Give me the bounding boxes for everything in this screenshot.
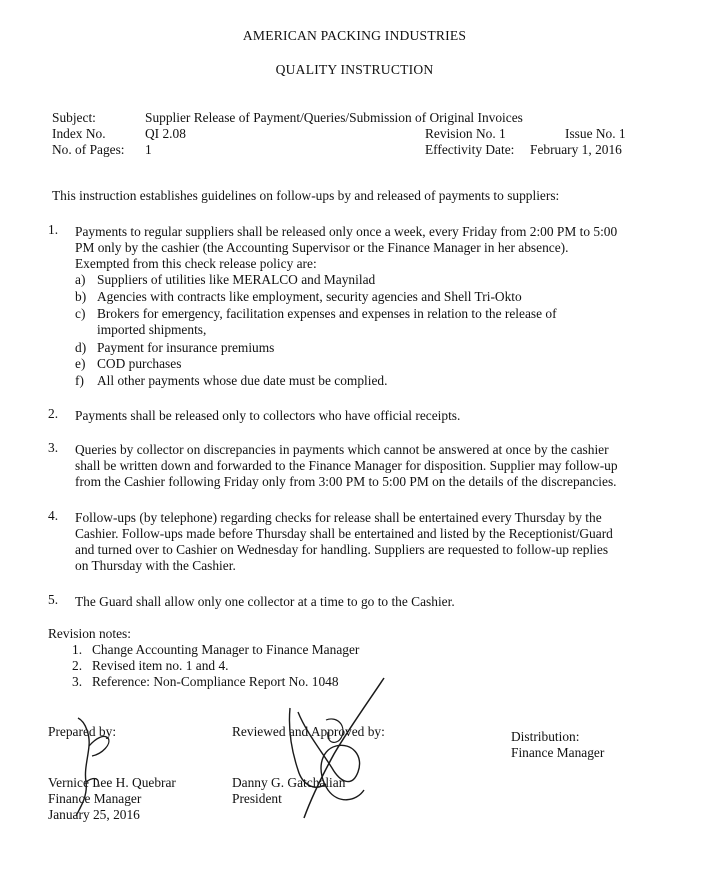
item-line: The Guard shall allow only one collector at a time to go to the Cashier. — [75, 594, 455, 609]
revision-note-text: Change Accounting Manager to Finance Manager — [92, 642, 360, 657]
effectivity-label: Effectivity Date: — [425, 142, 515, 157]
item-number: 4. — [48, 508, 59, 523]
distribution-label: Distribution: — [511, 729, 580, 744]
reviewer-signature — [276, 672, 396, 822]
item-line: on Thursday with the Cashier. — [75, 558, 236, 573]
item-number: 2. — [48, 406, 59, 421]
revision-note-number: 2. — [72, 658, 83, 673]
pages-value: 1 — [145, 142, 152, 157]
index-value: QI 2.08 — [145, 126, 186, 141]
distribution-value: Finance Manager — [511, 745, 605, 760]
subitem-text: Suppliers of utilities like MERALCO and Maynilad — [97, 272, 376, 287]
subitem-letter: c) — [75, 306, 86, 321]
subject-label: Subject: — [52, 110, 96, 125]
item-number: 5. — [48, 592, 59, 607]
subitem-text: All other payments whose due date must be complied. — [97, 373, 388, 388]
company-name: AMERICAN PACKING INDUSTRIES — [242, 28, 467, 43]
item-line: Queries by collector on discrepancies in payments which cannot be answered at once by the cashier — [75, 442, 609, 457]
item-number: 1. — [48, 222, 59, 237]
subitem-letter: e) — [75, 356, 86, 371]
subitem-text: Payment for insurance premiums — [97, 340, 275, 355]
index-label: Index No. — [52, 126, 106, 141]
item-line: PM only by the cashier (the Accounting Supervisor or the Finance Manager in her absence). — [75, 240, 569, 255]
subitem-letter: d) — [75, 340, 87, 355]
item-line: Payments to regular suppliers shall be released only once a week, every Friday from 2:00 PM to 5:00 — [75, 224, 618, 239]
item-line: Cashier. Follow-ups made before Thursday shall be entertained and listed by the Receptionist/Guard — [75, 526, 613, 541]
reviewed-by-label: Reviewed and Approved by: — [232, 724, 385, 739]
issue-number: Issue No. 1 — [565, 126, 626, 141]
pages-label: No. of Pages: — [52, 142, 125, 157]
item-line: Payments shall be released only to collectors who have official receipts. — [75, 408, 461, 423]
revision-note-text: Reference: Non-Compliance Report No. 1048 — [92, 674, 339, 689]
subitem-letter: b) — [75, 289, 87, 304]
item-number: 3. — [48, 440, 59, 455]
item-line: and turned over to Cashier on Wednesday for handling. Suppliers are requested to follow-up replies — [75, 542, 609, 557]
prepared-date: January 25, 2016 — [48, 807, 140, 822]
subitem-letter: f) — [75, 373, 84, 388]
revision-notes-title: Revision notes: — [48, 626, 131, 641]
revision-number: Revision No. 1 — [425, 126, 506, 141]
subitem-letter: a) — [75, 272, 86, 287]
subitem-text: Brokers for emergency, facilitation expenses and expenses in relation to the release of — [97, 306, 557, 321]
subitem-text: COD purchases — [97, 356, 182, 371]
item-line: Exempted from this check release policy are: — [75, 256, 317, 271]
subject-value: Supplier Release of Payment/Queries/Submission of Original Invoices — [145, 110, 523, 125]
item-line: Follow-ups (by telephone) regarding checks for release shall be entertained every Thursday by the — [75, 510, 602, 525]
reviewer-title: President — [232, 791, 282, 806]
subitem-text: imported shipments, — [97, 322, 207, 337]
subitem-text: Agencies with contracts like employment, security agencies and Shell Tri-Okto — [97, 289, 522, 304]
prepared-by-label: Prepared by: — [48, 724, 117, 739]
revision-note-text: Revised item no. 1 and 4. — [92, 658, 229, 673]
document-type: QUALITY INSTRUCTION — [275, 62, 434, 77]
item-line: from the Cashier following Friday only from 3:00 PM to 5:00 PM on the details of the discrepancies. — [75, 474, 617, 489]
revision-note-number: 1. — [72, 642, 83, 657]
revision-note-number: 3. — [72, 674, 83, 689]
reviewer-name: Danny G. Gatchalian — [232, 775, 346, 790]
intro-text: This instruction establishes guidelines on follow-ups by and released of payments to suppliers: — [52, 188, 560, 203]
preparer-name: Vernice Lee H. Quebrar — [48, 775, 176, 790]
preparer-title: Finance Manager — [48, 791, 142, 806]
item-line: shall be written down and forwarded to the Finance Manager for disposition. Supplier may follow-up — [75, 458, 618, 473]
effectivity-value: February 1, 2016 — [530, 142, 622, 157]
